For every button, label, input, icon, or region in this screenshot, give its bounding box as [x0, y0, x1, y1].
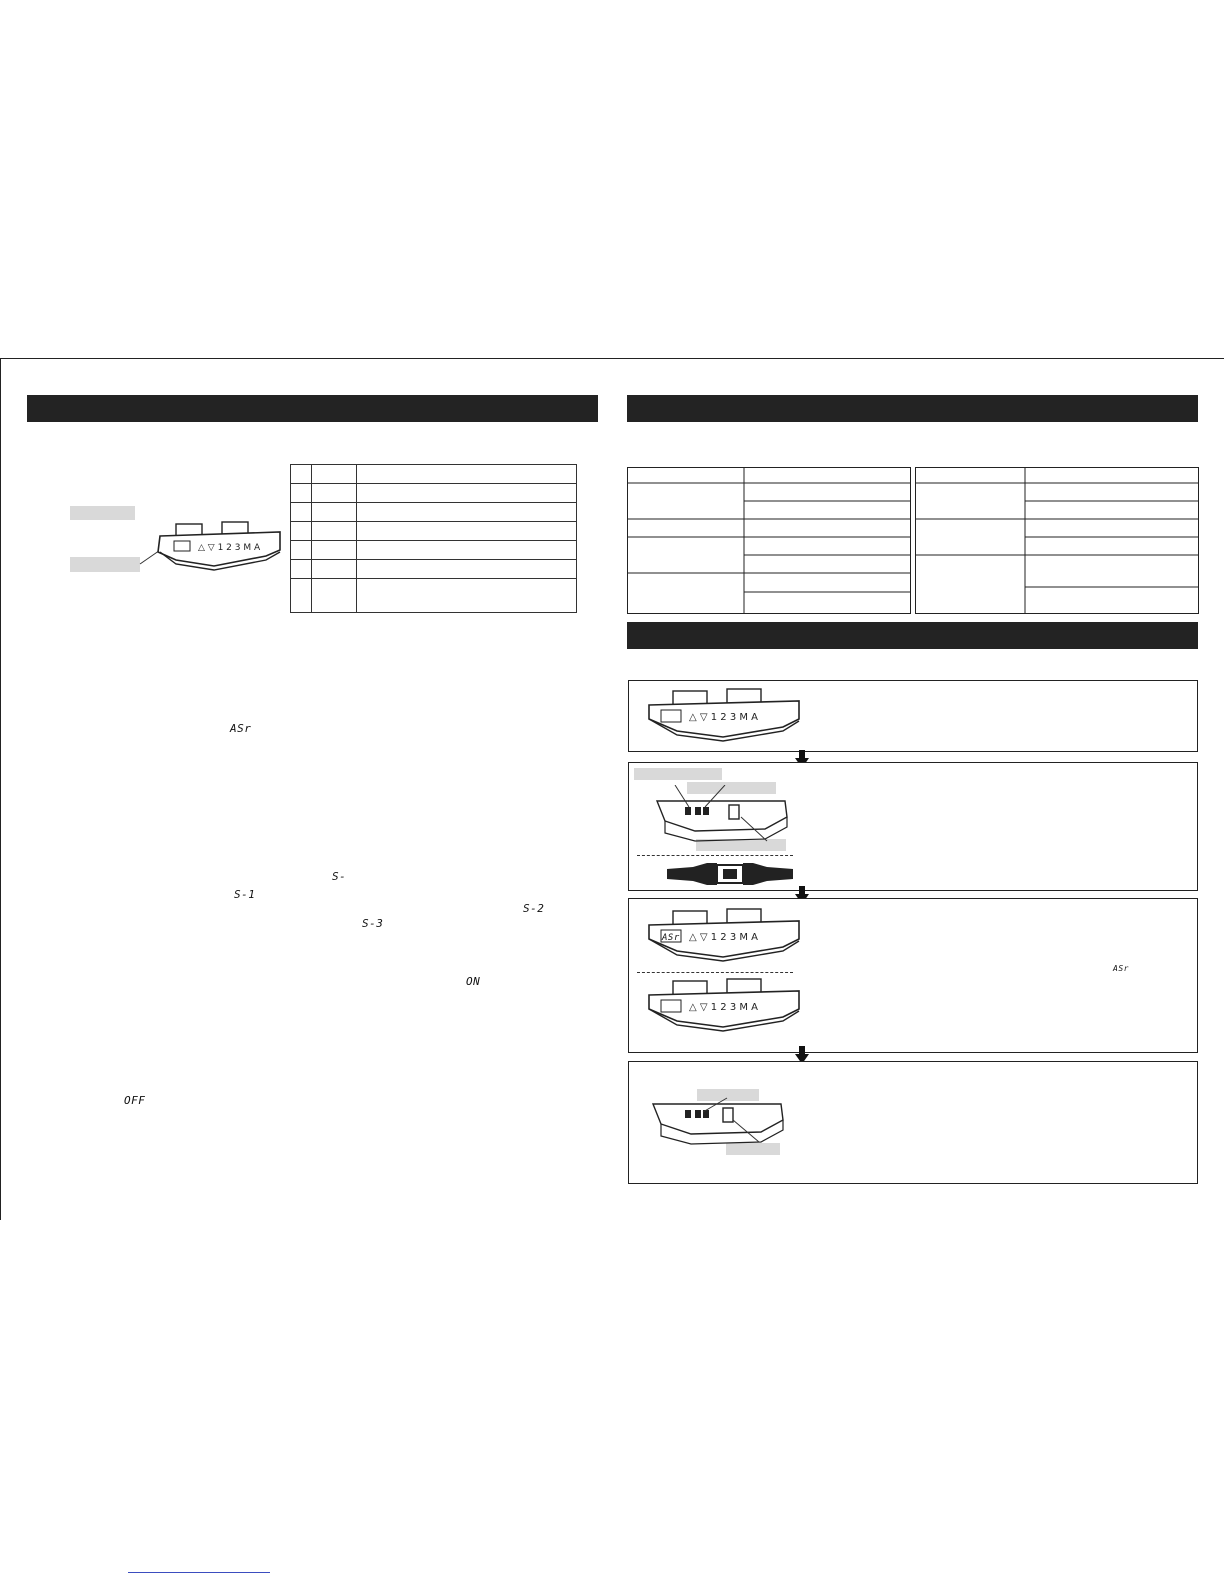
svg-text:△ ▽ 1 2 3 M A: △ ▽ 1 2 3 M A	[689, 712, 759, 723]
right-section-header-bar-1	[627, 395, 1198, 422]
divider	[637, 855, 793, 856]
controller-underside-illustration	[655, 785, 795, 843]
callout-label-top	[70, 506, 135, 520]
reset-step-1-panel	[628, 680, 1198, 752]
cable-connector-illustration	[667, 859, 793, 889]
controller-illustration	[136, 520, 286, 582]
table-row	[291, 560, 577, 579]
code-reset: ASr	[230, 722, 252, 735]
spec-table	[290, 464, 577, 613]
display-code-reset: ASr	[662, 933, 680, 943]
table-row	[291, 484, 577, 503]
left-section-header-bar	[27, 395, 598, 422]
controller-illustration	[643, 687, 803, 749]
code-s1: S-1	[234, 888, 256, 901]
controller-underside-illustration	[651, 1092, 791, 1150]
footer-link-underline[interactable]	[128, 1572, 270, 1573]
svg-text:△ ▽ 1 2 3 M A: △ ▽ 1 2 3 M A	[198, 543, 261, 553]
code-s3: S-3	[362, 917, 384, 930]
code-s2: S-2	[523, 902, 545, 915]
reset-step-2-panel	[628, 762, 1198, 891]
code-on: ON	[466, 975, 481, 988]
table-row	[291, 503, 577, 522]
reset-step-4-panel	[628, 1061, 1198, 1184]
svg-text:△ ▽ 1 2 3 M A: △ ▽ 1 2 3 M A	[689, 932, 759, 943]
code-off: OFF	[124, 1094, 146, 1107]
svg-text:△ ▽ 1 2 3 M A: △ ▽ 1 2 3 M A	[689, 1002, 759, 1013]
error-code-table	[627, 467, 1199, 615]
divider	[637, 972, 793, 973]
table-row	[291, 541, 577, 560]
table-row	[291, 579, 577, 613]
controller-illustration	[643, 977, 803, 1039]
callout-label	[634, 768, 722, 780]
table-row	[291, 465, 577, 484]
code-s-prefix: S-	[332, 870, 347, 883]
callout-label-display	[70, 557, 140, 572]
right-section-header-bar-2	[627, 622, 1198, 649]
table-row	[291, 522, 577, 541]
inline-code-reset: ASr	[1113, 964, 1129, 973]
reset-step-3-panel	[628, 898, 1198, 1053]
